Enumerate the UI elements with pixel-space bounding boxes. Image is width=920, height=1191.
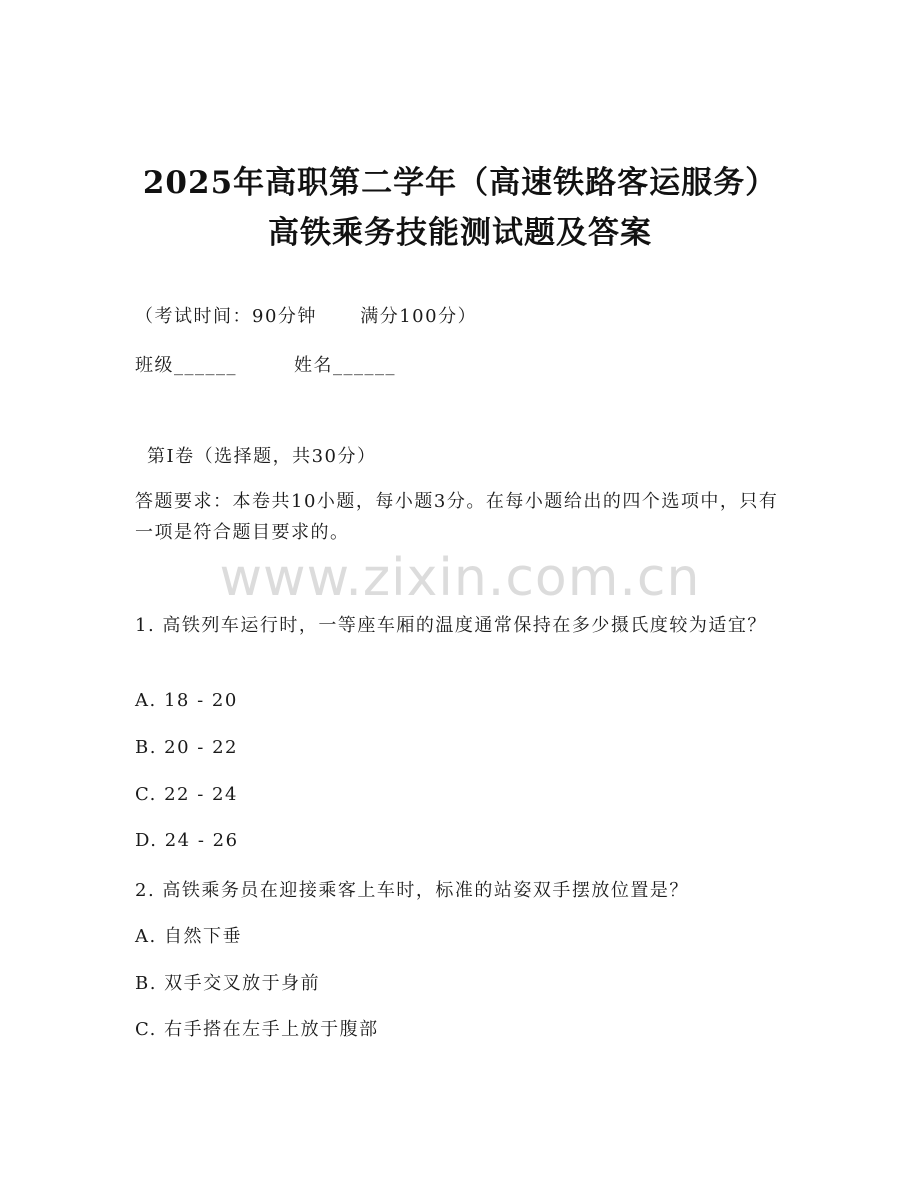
question-2-stem: 2. 高铁乘务员在迎接乘客上车时，标准的站姿双手摆放位置是？ bbox=[135, 880, 689, 901]
question-1-option-d: D. 24 - 26 bbox=[135, 830, 239, 851]
question-2-option-c: C. 右手搭在左手上放于腹部 bbox=[135, 1019, 379, 1040]
instructions-text: 答题要求：本卷共10小题，每小题3分。在每小题给出的四个选项中，只有一项是符合题目要求的。 bbox=[135, 491, 779, 543]
document-title-line-1: 2025年高职第二学年（高速铁路客运服务） bbox=[142, 165, 778, 201]
question-2-option-a: A. 自然下垂 bbox=[135, 926, 242, 947]
question-1-option-a: A. 18 - 20 bbox=[135, 690, 238, 711]
question-1-option-c: C. 22 - 24 bbox=[135, 784, 238, 805]
class-field-label: 班级______ bbox=[135, 355, 237, 376]
question-1-option-b: B. 20 - 22 bbox=[135, 737, 239, 758]
watermark: www.zixin.com.cn bbox=[219, 548, 701, 608]
question-1-stem: 1. 高铁列车运行时，一等座车厢的温度通常保持在多少摄氏度较为适宜？ bbox=[135, 615, 767, 636]
document-title-line-2: 高铁乘务技能测试题及答案 bbox=[268, 215, 652, 251]
section-heading: 第I卷（选择题，共30分） bbox=[147, 446, 377, 467]
question-2-option-b: B. 双手交叉放于身前 bbox=[135, 973, 321, 994]
exam-info: （考试时间：90分钟 满分100分） bbox=[135, 306, 478, 327]
name-field-label: 姓名______ bbox=[294, 355, 396, 376]
